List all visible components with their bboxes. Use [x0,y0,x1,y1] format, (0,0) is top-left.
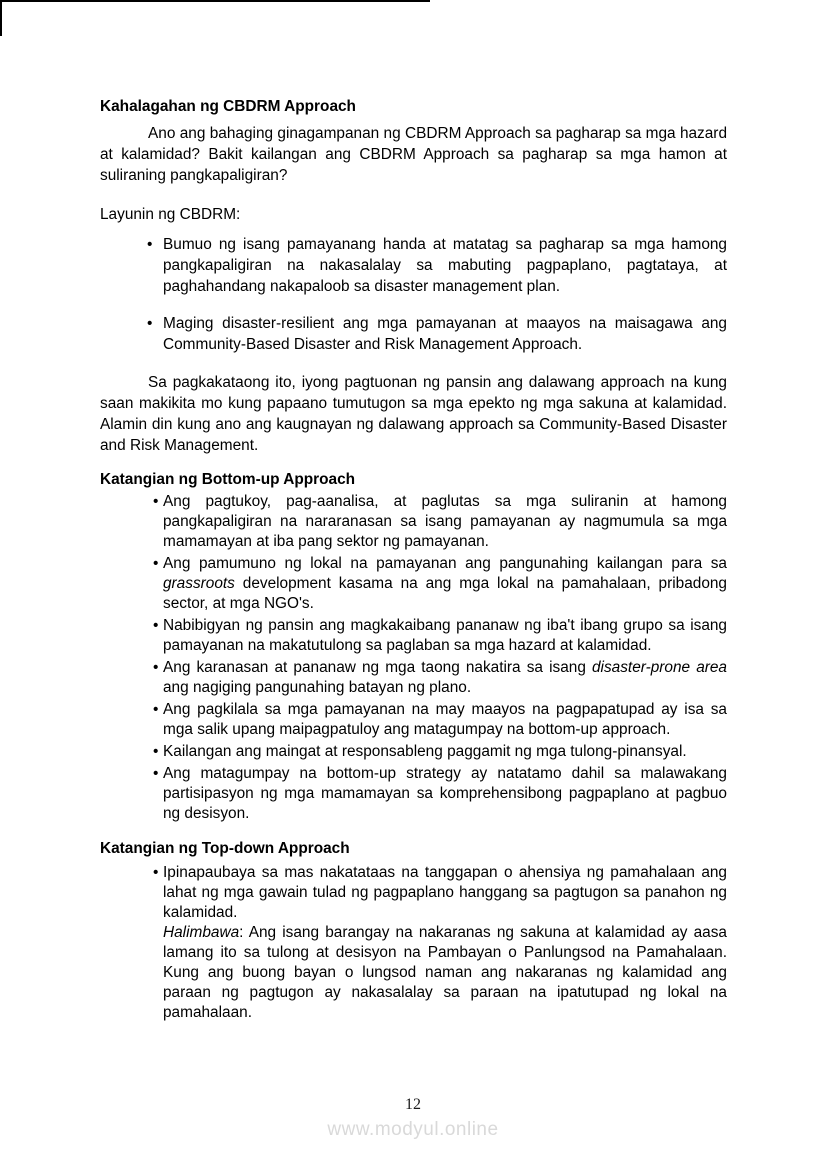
bullet-icon: • [153,617,159,634]
list-item-text [163,234,727,297]
list-item [153,700,727,740]
bullet-icon: • [153,864,159,881]
list-item-paragraph: Kailangan ang maingat at responsableng paggamit ng mga tulong-pinansyal. [163,743,687,760]
page-number: 12 [405,1096,421,1113]
list-item-text [163,764,727,824]
list-item-text [163,742,727,762]
list-item-paragraph: Halimbawa: Ang isang barangay na nakaranas ng sakuna at kalamidad ay aasa lamang ito sa tulong at desisyon na Pambayan o Panlungsod na Pamahalaan. Kung ang buong bayan o lungsod naman ang nakaranas ng kalamidad ang paraan ng pagtugon ay nakasalalay sa paraan na ipatutupad ng lokal na pamahalaan. [163,924,727,1021]
scan-artifact-top-edge [0,0,430,2]
list-item-text [163,492,727,552]
intro-paragraph: Ano ang bahaging ginagampanan ng CBDRM Approach sa pagharap sa mga hazard at kalamidad? Bakit kailangan ang CBDRM Approach sa pagharap sa mga hamon at suliraning pangkapaligiran? [100,125,727,184]
list-item [153,492,727,552]
list-item-paragraph: Ang pamumuno ng lokal na pamayanan ang pangunahing kailangan para sa grassroots development kasama na ang mga lokal na pamahalaan, pribadong sector, at mga NGO's. [163,555,727,612]
top-down-bullet-list [100,863,727,1023]
list-item [147,313,727,355]
list-item-text [163,313,727,355]
list-item-text [163,616,727,656]
section-heading-kahalagahan: Kahalagahan ng CBDRM Approach [100,98,356,115]
list-item [153,554,727,614]
bullet-icon: • [147,236,153,253]
list-item-text [163,700,727,740]
list-item-text [163,658,727,698]
bullet-icon: • [153,765,159,782]
list-item-paragraph: Nabibigyan ng pansin ang magkakaibang pananaw ng iba't ibang grupo sa isang pamayanan na makatutulong sa paglaban sa mga hazard at kalamidad. [163,617,727,654]
list-item [153,863,727,1023]
watermark-text: www.modyul.online [327,1119,499,1140]
scan-artifact-left-edge [0,0,2,36]
bullet-icon: • [153,659,159,676]
transition-paragraph: Sa pagkakataong ito, iyong pagtuonan ng pansin ang dalawang approach na kung saan makikita mo kung papaano tumutugon sa mga epekto ng mga sakuna at kalamidad. Alamin din kung ano ang kaugnayan ng dalawang approach sa Community-Based Disaster and Risk Management. [100,374,727,454]
list-item-paragraph: Ang matagumpay na bottom-up strategy ay natatamo dahil sa malawakang partisipasyon ng mga mamamayan sa komprehensibong pagpaplano at pagbuo ng desisyon. [163,765,727,822]
list-item-text [163,554,727,614]
section-heading-top-down: Katangian ng Top-down Approach [100,840,350,857]
list-item [147,234,727,297]
list-item-paragraph: Maging disaster-resilient ang mga pamayanan at maayos na maisagawa ang Community-Based Disaster and Risk Management Approach. [163,315,727,353]
section-heading-bottom-up: Katangian ng Bottom-up Approach [100,471,356,488]
list-item [153,616,727,656]
bullet-icon: • [153,555,159,572]
list-item-paragraph: Ang pagkilala sa mga pamayanan na may maayos na pagpapatupad ay isa sa mga salik upang maipagpatuloy ang matagumpay na bottom-up approach. [163,701,727,738]
bullet-icon: • [153,701,159,718]
bottom-up-bullet-list [100,492,727,824]
list-item-text [163,863,727,1023]
bullet-icon: • [147,315,153,332]
list-item-paragraph: Bumuo ng isang pamayanang handa at matatag sa pagharap sa mga hamong pangkapaligiran na nakasalalay sa mabuting pagpaplano, pagtataya, at paghahandang nakapaloob sa disaster management plan. [163,236,727,295]
page-content [100,96,727,1023]
list-item-paragraph: Ang karanasan at pananaw ng mga taong nakatira sa isang disaster-prone area ang nagiging pangunahing batayan ng plano. [163,659,727,696]
list-item [153,742,727,762]
bullet-icon: • [153,743,159,760]
list-item [153,658,727,698]
layunin-label: Layunin ng CBDRM: [100,206,241,223]
bullet-icon: • [153,493,159,510]
list-item-paragraph: Ipinapaubaya sa mas nakatataas na tanggapan o ahensiya ng pamahalaan ang lahat ng mga gawain tulad ng pagpaplano hanggang sa pagtugon sa panahon ng kalamidad. [163,864,727,921]
list-item [153,764,727,824]
list-item-paragraph: Ang pagtukoy, pag-aanalisa, at paglutas sa mga suliranin at hamong pangkapaligiran na nararanasan sa isang pamayanan ay nagmumula sa mga mamamayan at iba pang sektor ng pamayanan. [163,493,727,550]
layunin-bullet-list [100,234,727,355]
